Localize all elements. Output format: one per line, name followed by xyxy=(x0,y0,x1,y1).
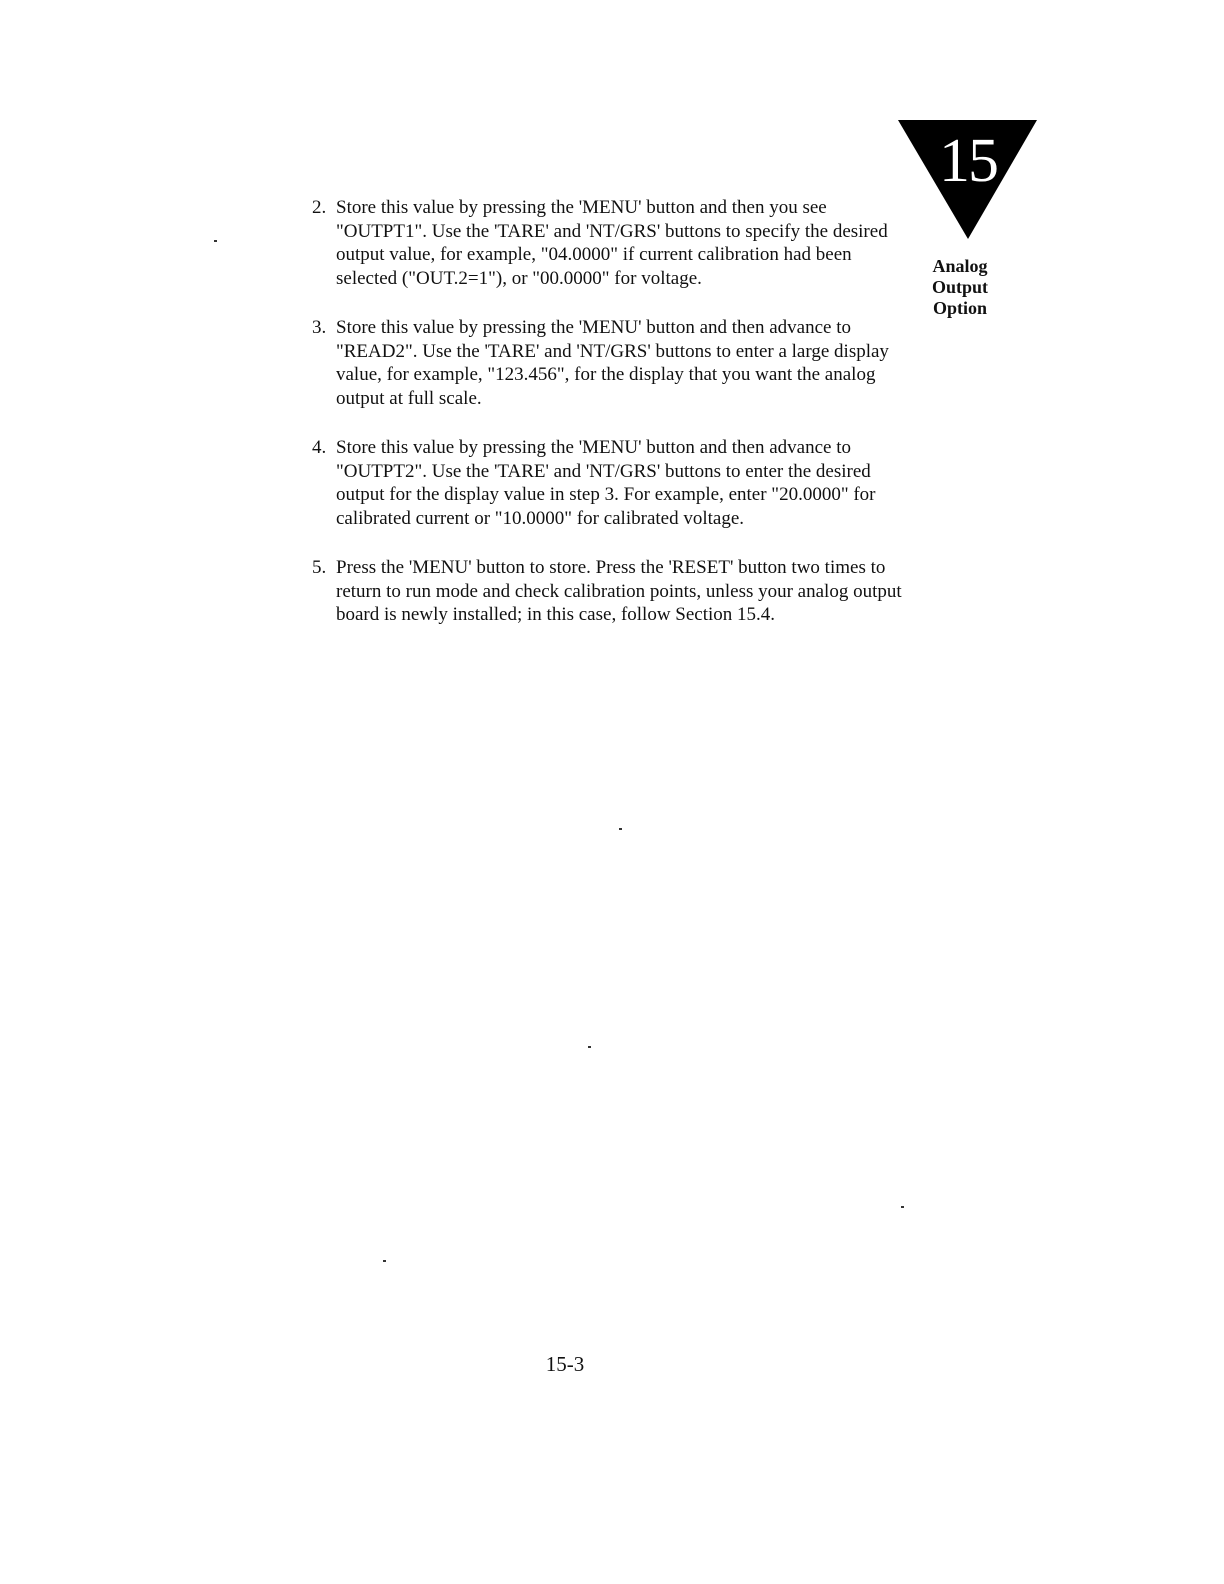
chapter-title-line: Analog xyxy=(932,256,988,276)
scan-speck xyxy=(619,828,622,830)
scan-speck xyxy=(588,1046,591,1048)
chapter-number: 15 xyxy=(939,127,997,195)
chapter-title xyxy=(918,256,1002,319)
procedure-step xyxy=(312,316,902,410)
procedure-step xyxy=(312,196,902,290)
step-number: 5. xyxy=(312,557,327,578)
chapter-title-line: Output xyxy=(931,277,989,297)
scan-speck xyxy=(383,1260,386,1262)
scan-speck xyxy=(901,1206,904,1208)
page-number: 15-3 xyxy=(545,1352,585,1376)
step-number: 3. xyxy=(312,317,327,338)
step-text: Store this value by pressing the 'MENU' button and then advance to "READ2". Use the 'TARE' and 'NT/GRS' buttons to enter a large display value, for example, "123.456", for the display that you want the analog output at full scale. xyxy=(336,317,889,409)
procedure-step xyxy=(312,556,902,627)
procedure-steps xyxy=(312,196,902,653)
step-number: 4. xyxy=(312,437,327,458)
step-text: Store this value by pressing the 'MENU' button and then you see "OUTPT1". Use the 'TARE' and 'NT/GRS' buttons to specify the desired output value, for example, "04.0000" if current calibration had been selected ("OUT.2=1"), or "00.0000" for voltage. xyxy=(336,197,888,289)
chapter-tab xyxy=(896,118,1038,240)
step-number: 2. xyxy=(312,197,327,218)
step-text: Press the 'MENU' button to store. Press the 'RESET' button two times to return to run mode and check calibration points, unless your analog output board is newly installed; in this case, follow Section 15.4. xyxy=(336,557,902,625)
procedure-step xyxy=(312,436,902,530)
step-text: Store this value by pressing the 'MENU' button and then advance to "OUTPT2". Use the 'TARE' and 'NT/GRS' buttons to enter the desired output for the display value in step 3. For example, enter "20.0000" for calibrated current or "10.0000" for calibrated voltage. xyxy=(336,437,876,529)
scan-speck xyxy=(214,240,217,242)
chapter-title-line: Option xyxy=(932,298,988,318)
